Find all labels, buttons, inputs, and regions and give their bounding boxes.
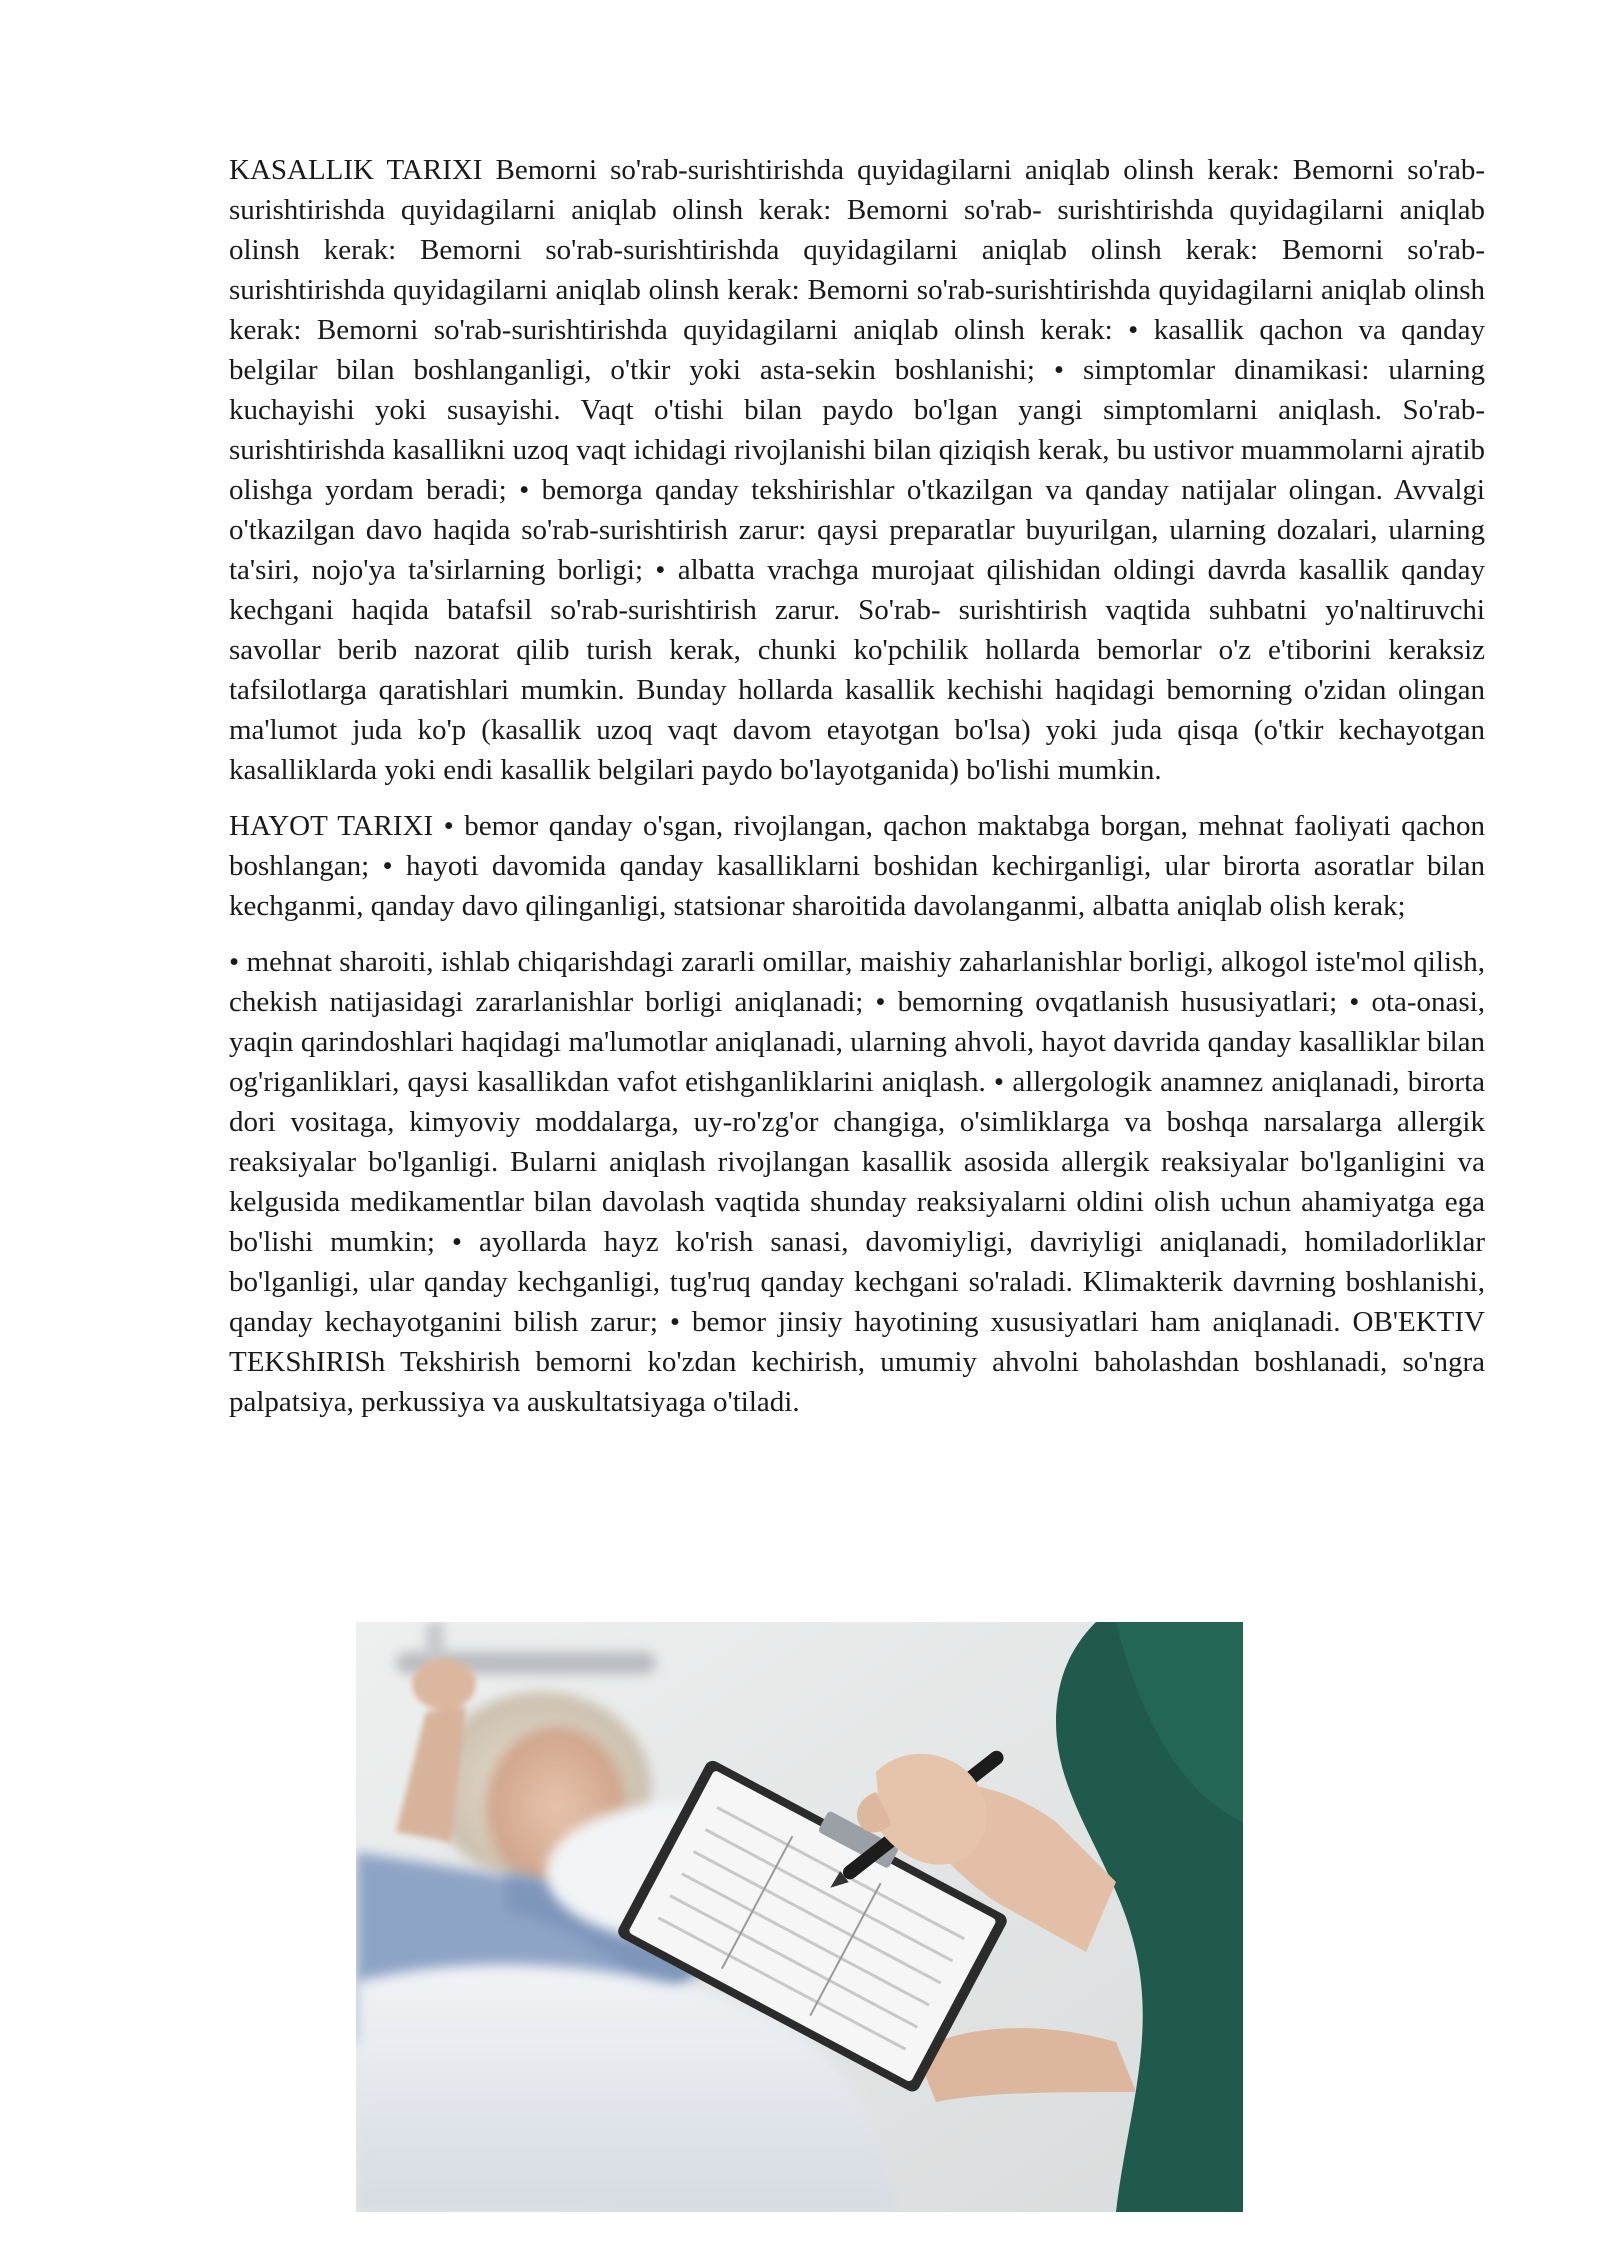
paragraph-anamnez-details: • mehnat sharoiti, ishlab chiqarishdagi zararli omillar, maishiy zaharlanishlar borligi, alkogol iste'mol qilish, chekish natijasidagi zararlanishlar borligi aniqlanadi; • bemorning ovqatlanish hususiyatlari; • ota-onasi, yaqin qarindoshlari haqidagi ma'lumotlar aniqlanadi, ularning ahvoli, hayot davrida qanday kasalliklar bilan og'riganliklari, qaysi kasallikdan vafot etishganliklarini aniqlash. • allergologik anamnez aniqlanadi, birorta dori vositaga, kimyoviy moddalarga, uy-ro'zg'or changiga, o'simliklarga va boshqa narsalarga allergik reaksiyalar bo'lganligi. Bularni aniqlash rivojlangan kasallik asosida allergik reaksiyalar bo'lganligini va kelgusida medikamentlar bilan davolash vaqtida shunday reaksiyalarni oldini olish uchun ahamiyatga ega bo'lishi mumkin; • ayollarda hayz ko'rish sanasi, davomiyligi, davriyligi aniqlanadi, homiladorliklar bo'lganligi, ular qanday kechganligi, tug'ruq qanday kechgani so'raladi. Klimakterik davrning boshlanishi, qanday kechayotganini bilish zarur; • bemor jinsiy hayotining xususiyatlari ham aniqlanadi. OB'EKTIV TEKShIRISh Tekshirish bemorni ko'zdan kechirish, umumiy ahvolni baholashdan boshlanadi, so'ngra palpatsiya, perkussiya va auskultatsiyaga o'tiladi. (229, 946, 1485, 1418)
paragraph-hayot-tarixi: HAYOT TARIXI • bemor qanday o'sgan, rivojlangan, qachon maktabga borgan, mehnat faoliyati qachon boshlangan; • hayoti davomida qanday kasalliklarni boshidan kechirganligi, ular birorta asoratlar bilan kechganmi, qanday davo qilinganligi, statsionar sharoitida davolanganmi, albatta aniqlab olish kerak; (229, 810, 1485, 922)
document-body (229, 150, 1485, 1422)
paragraph-kasallik-tarixi: KASALLIK TARIXI Bemorni so'rab-surishtirishda quyidagilarni aniqlab olinsh kerak: Bemorni so'rab-surishtirishda quyidagilarni aniqlab olinsh kerak: Bemorni so'rab- surishtirishda quyidagilarni aniqlab olinsh kerak: Bemorni so'rab-surishtirishda quyidagilarni aniqlab olinsh kerak: Bemorni so'rab-surishtirishda quyidagilarni aniqlab olinsh kerak: Bemorni so'rab-surishtirishda quyidagilarni aniqlab olinsh kerak: Bemorni so'rab-surishtirishda quyidagilarni aniqlab olinsh kerak: • kasallik qachon va qanday belgilar bilan boshlanganligi, o'tkir yoki asta-sekin boshlanishi; • simptomlar dinamikasi: ularning kuchayishi yoki susayishi. Vaqt o'tishi bilan paydo bo'lgan yangi simptomlarni aniqlash. So'rab- surishtirishda kasallikni uzoq vaqt ichidagi rivojlanishi bilan qiziqish kerak, bu ustivor muammolarni ajratib olishga yordam beradi; • bemorga qanday tekshirishlar o'tkazilgan va qanday natijalar olingan. Avvalgi o'tkazilgan davo haqida so'rab-surishtirish zarur: qaysi preparatlar buyurilgan, ularning dozalari, ularning ta'siri, nojo'ya ta'sirlarning borligi; • albatta vrachga murojaat qilishidan oldingi davrda kasallik qanday kechgani haqida batafsil so'rab-surishtirish zarur. So'rab- surishtirish vaqtida suhbatni yo'naltiruvchi savollar berib nazorat qilib turish kerak, chunki ko'pchilik hollarda bemorlar o'z e'tiborini keraksiz tafsilotlarga qaratishlari mumkin. Bunday hollarda kasallik kechishi haqidagi bemorning o'zidan olingan ma'lumot juda ko'p (kasallik uzoq vaqt davom etayotgan bo'lsa) yoki juda qisqa (o'tkir kechayotgan kasalliklarda yoki endi kasallik belgilari paydo bo'layotganida) bo'lishi mumkin. (229, 154, 1485, 786)
photo-nurse-with-patient (356, 1622, 1243, 2212)
